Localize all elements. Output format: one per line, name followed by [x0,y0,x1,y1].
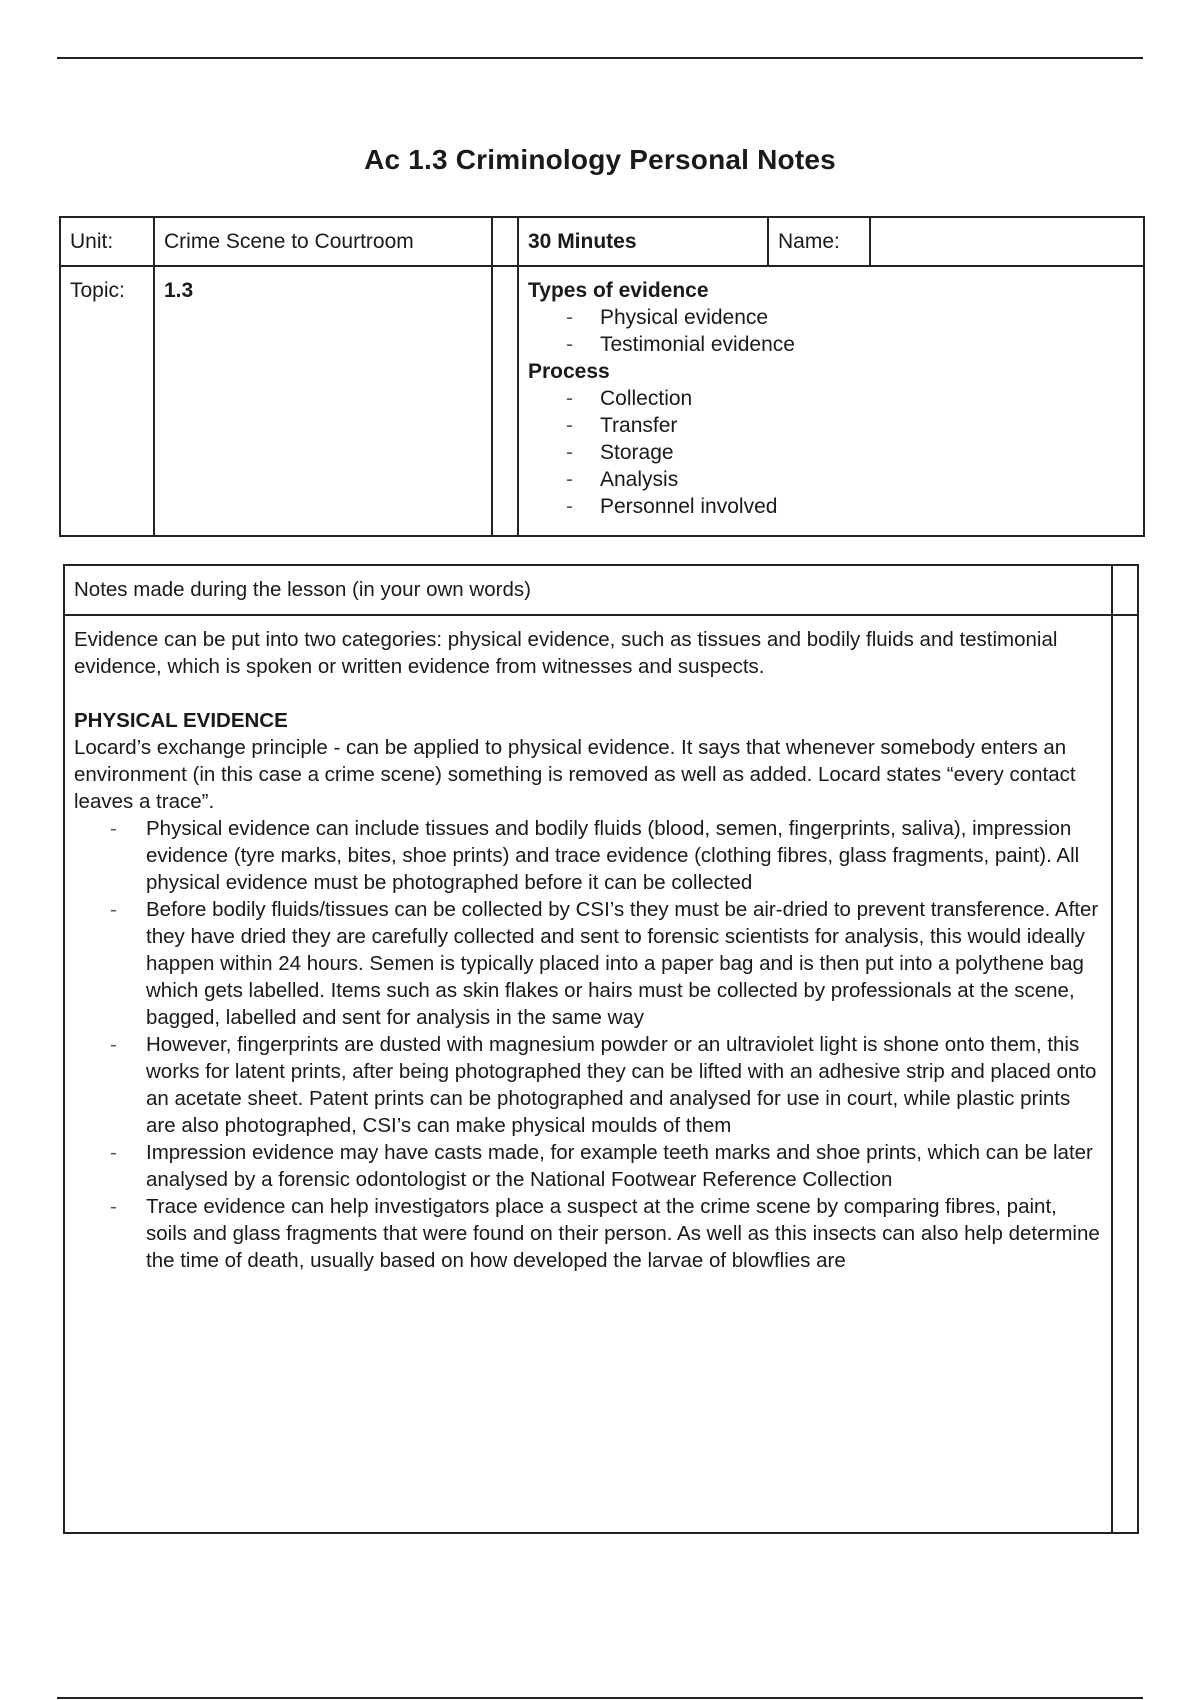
duration-value: 30 Minutes [518,217,768,266]
name-label: Name: [768,217,870,266]
notes-intro: Evidence can be put into two categories: physical evidence, such as tissues and bodily fluids and testimonial evidence, which is spoken or written evidence from witnesses and suspects. [74,628,1058,678]
types-heading: Types of evidence [528,279,709,302]
notes-header-row [64,565,1138,615]
unit-value: Crime Scene to Courtroom [154,217,492,266]
bottom-rule [57,1697,1143,1699]
info-row-unit [60,217,1144,266]
list-item: - However, fingerprints are dusted with magnesium powder or an ultraviolet light is shone onto them, this works for latent prints, after being photographed they can be lifted with an adhesive strip and placed onto an acetate sheet. Patent prints can be photographed and analysed for use in court, while plastic prints are also photographed, CSI’s can make physical moulds of them [110,1031,1102,1139]
notes-header: Notes made during the lesson (in your own words) [64,565,1112,615]
notes-side-cell [1112,565,1138,615]
spacer-cell [492,217,518,266]
section-heading-physical-evidence: PHYSICAL EVIDENCE [74,709,288,732]
list-item: - Impression evidence may have casts made, for example teeth marks and shoe prints, which can be later analysed by a forensic odontologist or the National Footwear Reference Collection [110,1139,1102,1193]
top-rule [57,57,1143,59]
lesson-info-table [59,216,1145,537]
notes-body [64,615,1112,1533]
list-item: - Storage [566,439,1134,466]
unit-label: Unit: [60,217,154,266]
spacer-cell [492,266,518,536]
list-item: - Physical evidence [566,304,1134,331]
lesson-notes-table [63,564,1139,1534]
list-item: - Analysis [566,466,1134,493]
list-item: - Before bodily fluids/tissues can be collected by CSI’s they must be air-dried to prevent transference. After they have dried they are carefully collected and sent to forensic scientists for analysis, this would ideally happen within 24 hours. Semen is typically placed into a paper bag and is then put into a polythene bag which gets labelled. Items such as skin flakes or hairs must be collected by professionals at the scene, bagged, labelled and sent for analysis in the same way [110,896,1102,1031]
topic-outline [518,266,1144,536]
topic-value: 1.3 [154,266,492,536]
page-title: Ac 1.3 Criminology Personal Notes [364,144,836,175]
list-item: - Personnel involved [566,493,1134,520]
list-item: - Physical evidence can include tissues and bodily fluids (blood, semen, fingerprints, saliva), impression evidence (tyre marks, bites, shoe prints) and trace evidence (clothing fibres, glass fragments, paint). All physical evidence must be photographed before it can be collected [110,815,1102,896]
list-item: - Collection [566,385,1134,412]
list-item: - Transfer [566,412,1134,439]
physical-evidence-bullets [74,815,1102,1274]
process-list [528,385,1134,520]
name-field[interactable] [870,217,1144,266]
list-item: - Trace evidence can help investigators place a suspect at the crime scene by comparing fibres, paint, soils and glass fragments that were found on their person. As well as this insects can also help determine the time of death, usually based on how developed the larvae of blowflies are [110,1193,1102,1274]
process-heading: Process [528,360,610,383]
locard-principle: Locard’s exchange principle - can be applied to physical evidence. It says that whenever somebody enters an environment (in this case a crime scene) something is removed as well as added. Locard states “every contact leaves a trace”. [74,736,1076,813]
list-item: - Testimonial evidence [566,331,1134,358]
types-list [528,304,1134,358]
notes-side-cell [1112,615,1138,1533]
paragraph-gap [74,680,1102,707]
notes-body-row [64,615,1138,1533]
info-row-topic [60,266,1144,536]
topic-label: Topic: [60,266,154,536]
